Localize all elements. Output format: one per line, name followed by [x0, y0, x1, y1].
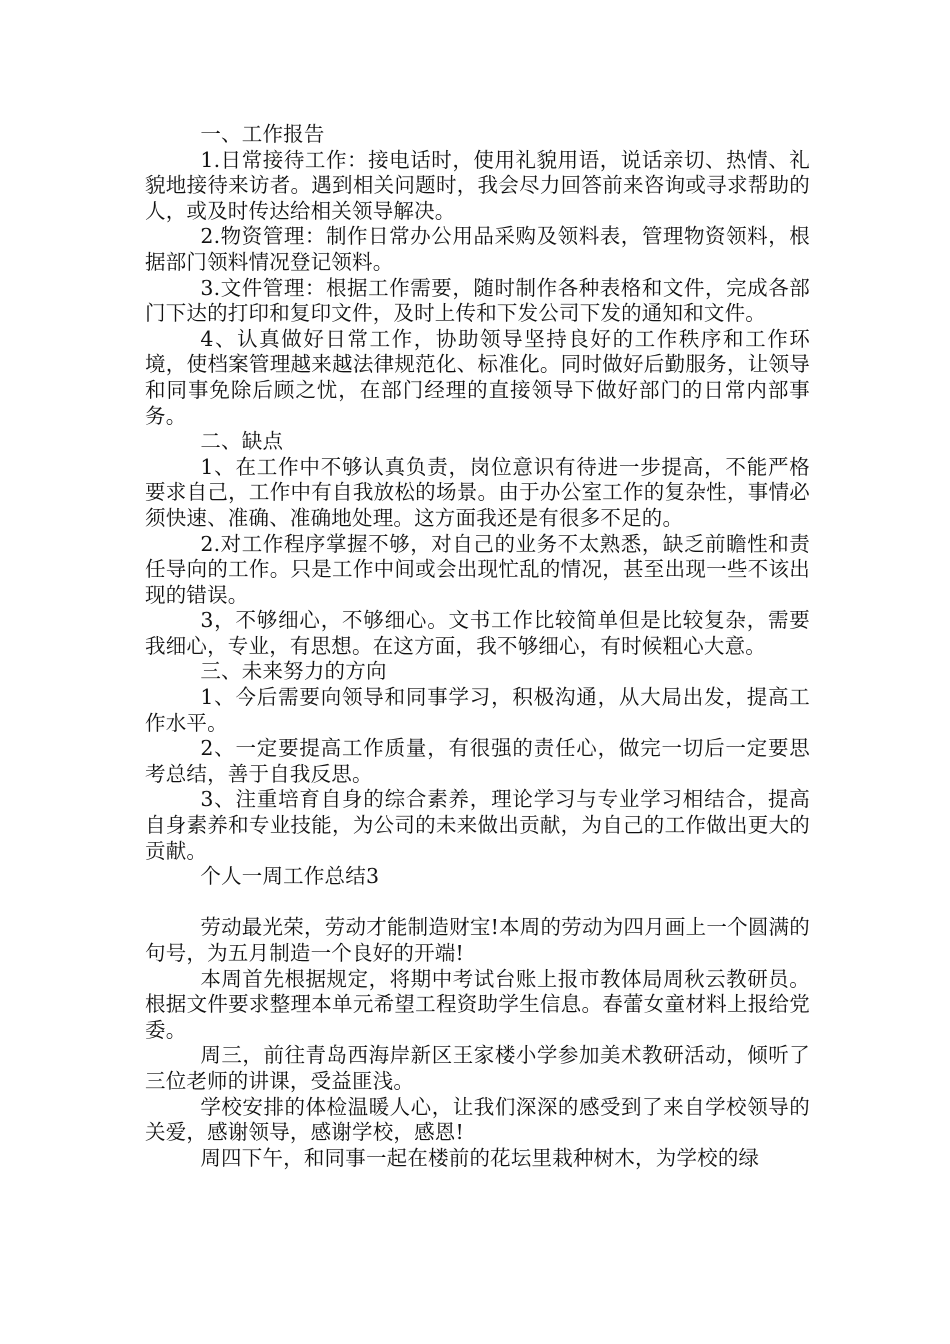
section-heading-future-direction: 三、未来努力的方向: [200, 659, 387, 684]
paragraph-reports: 本周首先根据规定，将期中考试台账上报市教体局周秋云教研员。根据文件要求整理本单元希望工程资助学生信息。春蕾女童材料上报给党委。: [145, 966, 810, 1042]
paragraph-future-3: 3、注重培育自身的综合素养，理论学习与专业学习相结合，提高自身素养和专业技能，为公司的未来做出贡献，为自己的工作做出更大的贡献。: [145, 787, 810, 863]
paragraph-reception: 1.日常接待工作：接电话时，使用礼貌用语，说话亲切、热情、礼貌地接待来访者。遇到相关问题时，我会尽力回答前来咨询或寻求帮助的人，或及时传达给相关领导解决。: [145, 147, 810, 223]
paragraph-labor: 劳动最光荣，劳动才能制造财宝!本周的劳动为四月画上一个圆满的句号，为五月制造一个良好的开端!: [145, 915, 810, 965]
section-heading-work-report: 一、工作报告: [200, 122, 325, 146]
paragraph-shortcoming-2: 2.对工作程序掌握不够，对自己的业务不太熟悉，缺乏前瞻性和责任导向的工作。只是工作中间或会出现忙乱的情况，甚至出现一些不该出现的错误。: [145, 531, 810, 607]
paragraph-future-1: 1、今后需要向领导和同事学习，积极沟通，从大局出发，提高工作水平。: [145, 685, 810, 735]
paragraph-materials: 2.物资管理：制作日常办公用品采购及领料表，管理物资领料，根据部门领料情况登记领料。: [145, 224, 810, 274]
paragraph-thursday: 周四下午，和同事一起在楼前的花坛里栽种树木，为学校的绿: [200, 1145, 760, 1170]
document-body: [145, 122, 810, 1171]
paragraph-future-2: 2、一定要提高工作质量，有很强的责任心，做完一切后一定要思考总结，善于自我反思。: [145, 736, 810, 786]
paragraph-documents: 3.文件管理：根据工作需要，随时制作各种表格和文件，完成各部门下达的打印和复印文件，及时上传和下发公司下发的通知和文件。: [145, 275, 810, 326]
paragraph-wednesday: 周三，前往青岛西海岸新区王家楼小学参加美术教研活动，倾听了三位老师的讲课，受益匪浅。: [145, 1043, 810, 1093]
paragraph-health-check: 学校安排的体检温暖人心，让我们深深的感受到了来自学校领导的关爱，感谢领导，感谢学校，感恩!: [145, 1094, 810, 1145]
section-title-weekly-summary-3: 个人一周工作总结3: [200, 864, 380, 889]
section-heading-shortcomings: 二、缺点: [200, 429, 284, 454]
paragraph-shortcoming-3: 3，不够细心，不够细心。文书工作比较简单但是比较复杂，需要我细心，专业，有思想。在这方面，我不够细心，有时候粗心大意。: [145, 608, 810, 658]
paragraph-shortcoming-1: 1、在工作中不够认真负责，岗位意识有待进一步提高，不能严格要求自己，工作中有自我放松的场景。由于办公室工作的复杂性，事情必须快速、准确、准确地处理。这方面我还是有很多不足的。: [145, 454, 810, 530]
blank-line: [145, 890, 810, 916]
paragraph-daily-work: 4、认真做好日常工作，协助领导坚持良好的工作秩序和工作环境，使档案管理越来越法律规范化、标准化。同时做好后勤服务，让领导和同事免除后顾之忧，在部门经理的直接领导下做好部门的日常内部事务。: [145, 326, 810, 428]
